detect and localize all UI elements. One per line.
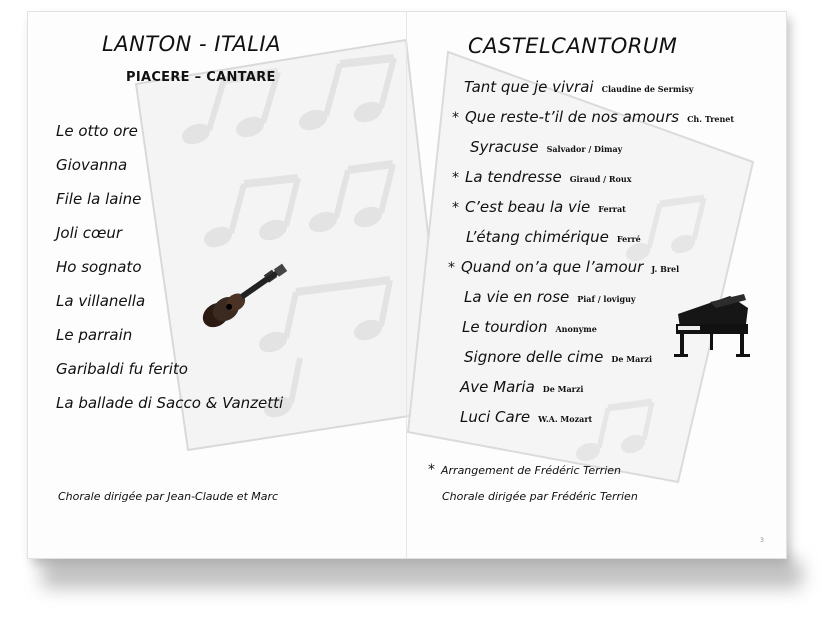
song-composer: W.A. Mozart <box>538 414 593 424</box>
song-composer: Ferrat <box>598 204 626 214</box>
right-title: CASTELCANTORUM <box>468 34 678 58</box>
right-song <box>460 408 592 426</box>
song-composer: J. Brel <box>651 264 680 274</box>
song-composer: Claudine de Sermisy <box>601 84 694 94</box>
left-title: LANTON - ITALIA <box>102 32 281 56</box>
right-song <box>464 288 636 306</box>
page-shadow <box>42 560 802 588</box>
song-title: Tant que je vivrai <box>464 78 594 96</box>
song-composer: Ferré <box>616 234 641 244</box>
left-song: Giovanna <box>56 156 128 174</box>
right-song <box>452 108 734 126</box>
song-composer: De Marzi <box>611 354 653 364</box>
song-composer: Ch. Trenet <box>687 114 735 124</box>
song-title: Ave Maria <box>460 378 535 396</box>
right-song <box>470 138 622 156</box>
right-song <box>452 168 631 186</box>
left-song: Garibaldi fu ferito <box>56 360 188 378</box>
left-song: Ho sognato <box>56 258 142 276</box>
song-title: Le tourdion <box>462 318 548 336</box>
song-title: La vie en rose <box>464 288 570 306</box>
arrangement-text: Arrangement de Frédéric Terrien <box>441 464 622 477</box>
song-title: Luci Care <box>460 408 531 426</box>
right-song <box>464 348 652 366</box>
left-song: La ballade di Sacco & Vanzetti <box>56 394 284 412</box>
right-footer: Chorale dirigée par Frédéric Terrien <box>442 490 638 503</box>
song-composer: Giraud / Roux <box>569 174 632 184</box>
right-song <box>462 318 597 336</box>
song-title: Que reste-t’il de nos amours <box>465 108 680 126</box>
song-composer: Piaf / loviguy <box>577 294 636 304</box>
right-song <box>448 258 679 276</box>
left-song: Joli cœur <box>56 224 123 242</box>
song-composer: Anonyme <box>555 324 597 334</box>
song-title: Syracuse <box>470 138 539 156</box>
left-song: Le parrain <box>56 326 133 344</box>
left-subtitle: PIACERE – CANTARE <box>126 70 276 85</box>
left-song: Le otto ore <box>56 122 138 140</box>
song-composer: Salvador / Dimay <box>546 144 623 154</box>
song-title: La tendresse <box>465 168 562 186</box>
right-song <box>466 228 641 246</box>
arrangement-star: * <box>452 200 459 216</box>
arrangement-star: * <box>428 462 435 478</box>
song-title: C’est beau la vie <box>465 198 591 216</box>
left-footer: Chorale dirigée par Jean-Claude et Marc <box>58 490 279 503</box>
center-fold <box>406 12 407 558</box>
left-song: La villanella <box>56 292 146 310</box>
arrangement-star: * <box>452 110 459 126</box>
song-title: Quand on’a que l’amour <box>461 258 644 276</box>
song-composer: De Marzi <box>542 384 584 394</box>
arrangement-star: * <box>452 170 459 186</box>
arrangement-star: * <box>448 260 455 276</box>
right-song <box>452 198 626 216</box>
arrangement-note <box>428 462 621 478</box>
program-sheet <box>28 12 786 558</box>
song-title: L’étang chimérique <box>466 228 609 246</box>
right-song <box>464 78 694 96</box>
left-song: File la laine <box>56 190 142 208</box>
song-title: Signore delle cime <box>464 348 604 366</box>
page-number: 3 <box>760 537 764 544</box>
right-song <box>460 378 583 396</box>
